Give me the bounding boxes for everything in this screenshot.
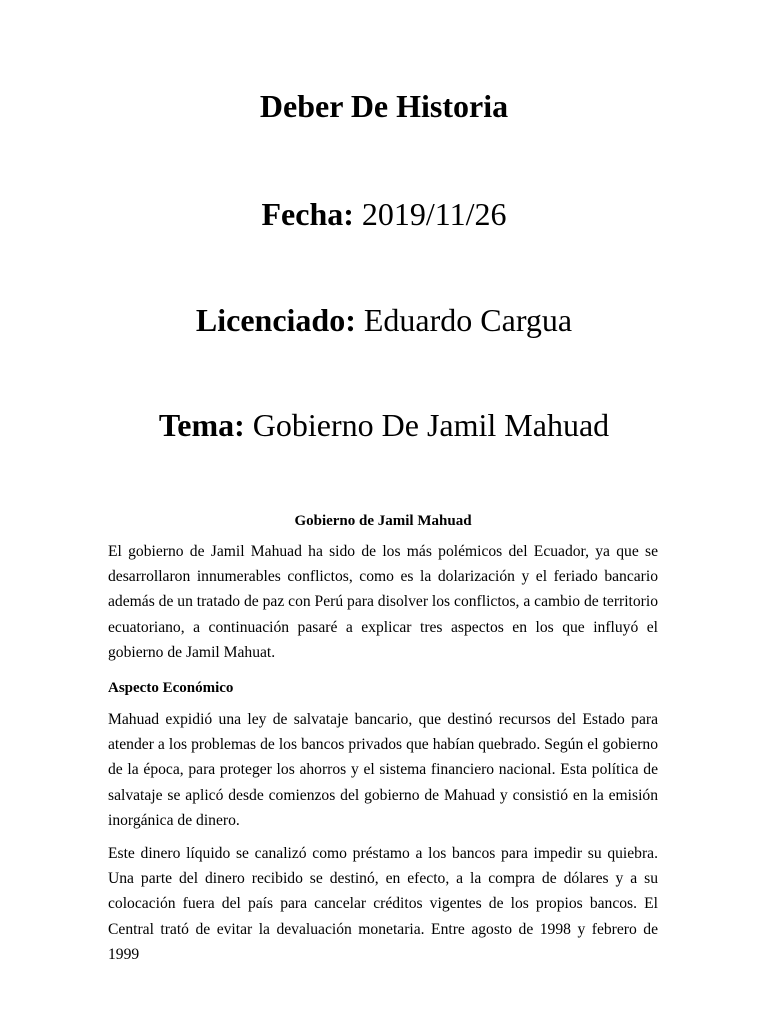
- date-value: 2019/11/26: [361, 196, 507, 232]
- date-label: Fecha:: [261, 196, 354, 232]
- document-title-text: Deber De Historia: [259, 88, 509, 124]
- economic-paragraph-2: Este dinero líquido se canalizó como préstamo a los bancos para impedir su quiebra. Una parte del dinero recibido se destinó, en efecto, a la compra de dólares y a su colocación fuera del país para cancelar créditos vigentes de los propios bancos. El Central trató de evitar la devaluación monetaria. Entre agosto de 1998 y febrero de 1999: [108, 845, 658, 961]
- economic-aspect-heading: Aspecto Económico: [108, 680, 234, 696]
- economic-paragraph-1: Mahuad expidió una ley de salvataje bancario, que destinó recursos del Estado para atender a los problemas de los bancos privados que habían quebrado. Según el gobierno de la época, para proteger los ahorros y el sistema financiero nacional. Esta política de salvataje se aplicó desde comienzos del gobierno de Mahuad y consistió en la emisión inorgánica de dinero.: [108, 711, 658, 829]
- topic-value: Gobierno De Jamil Mahuad: [252, 407, 610, 443]
- teacher-line: [0, 300, 768, 340]
- essay-title: Gobierno de Jamil Mahuad: [294, 513, 472, 529]
- topic-label: Tema:: [158, 407, 245, 443]
- teacher-label: Licenciado:: [195, 302, 356, 338]
- document-title: [0, 86, 768, 126]
- date-line: [0, 194, 768, 234]
- teacher-value: Eduardo Cargua: [363, 302, 573, 338]
- topic-line: [0, 405, 768, 445]
- intro-paragraph: El gobierno de Jamil Mahuad ha sido de los más polémicos del Ecuador, ya que se desarrollaron innumerables conflictos, como es la dolarización y el feriado bancario además de un tratado de paz con Perú para disolver los conflictos, a cambio de territorio ecuatoriano, a continuación pasaré a explicar tres aspectos en los que influyó el gobierno de Jamil Mahuat.: [108, 543, 658, 661]
